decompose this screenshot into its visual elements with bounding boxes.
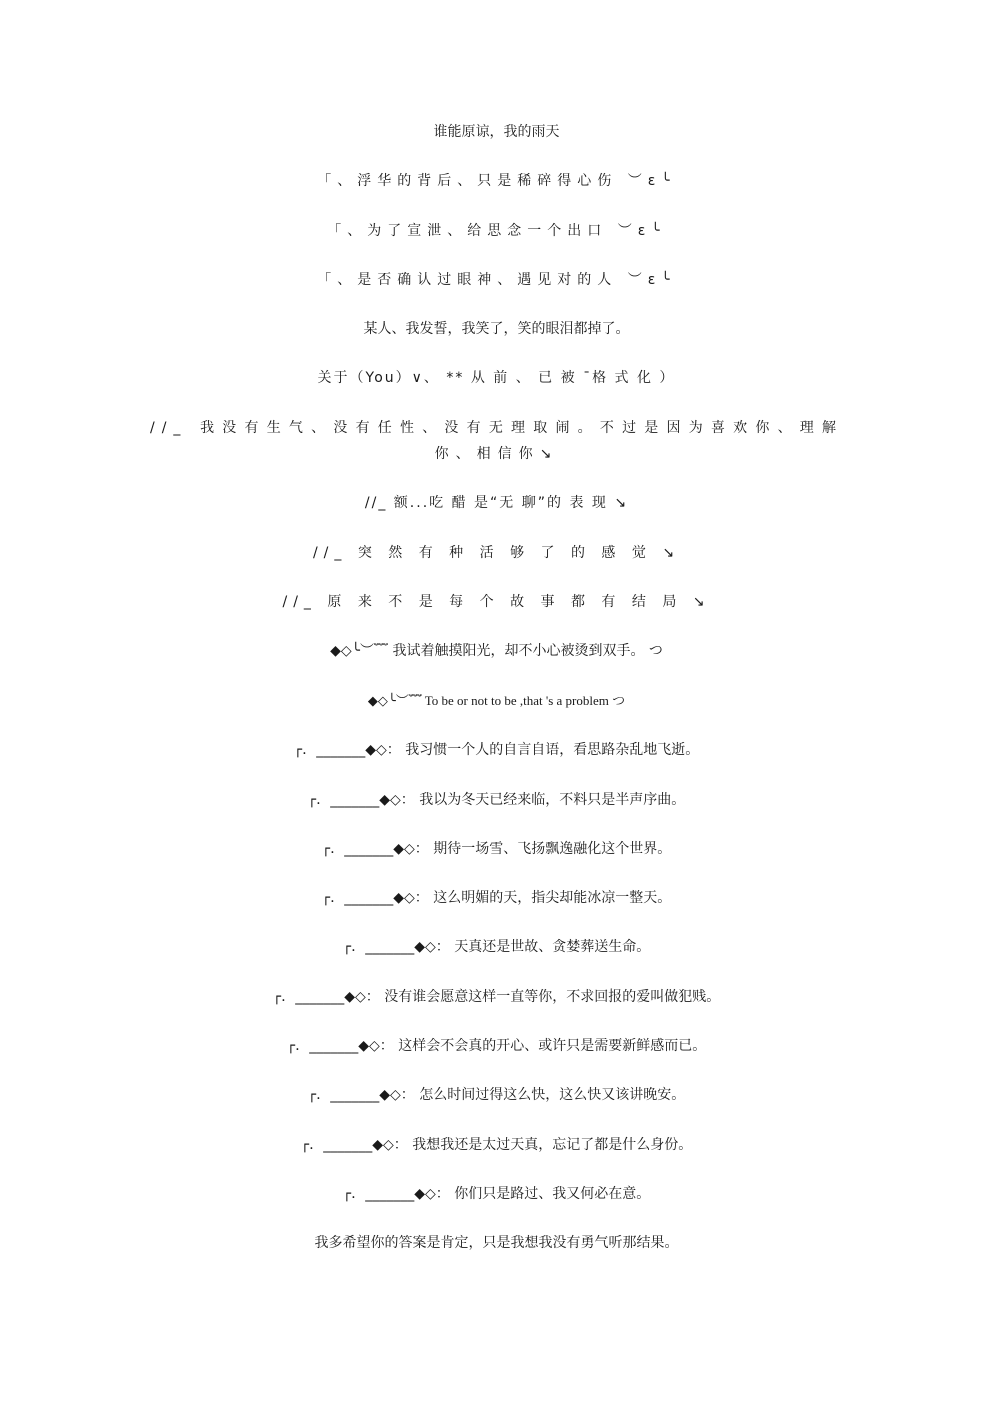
text-line: 「、为了宣泄、给思念一个出口 ︶ε╰ bbox=[327, 223, 666, 239]
text-line: ◆◇╰︶﹌ To be or not to be ,that 's a problem つ bbox=[367, 693, 626, 708]
text-line: //_ 原 来 不 是 每 个 故 事 都 有 结 局 ↘ bbox=[282, 594, 711, 610]
text-line: ┌．_______◆◇： 天真还是世故、贪婪葬送生命。 bbox=[342, 939, 651, 955]
text-paragraph: //_ 我没有生气、没有任性、没有无理取闹。不过是因为喜欢你、理解你、相信你↘ bbox=[150, 420, 843, 462]
text-line: 关于（You）∨、 ** 从 前 、 已 被 ¯格 式 化 ） bbox=[317, 370, 676, 386]
text-line: //_ 突 然 有 种 活 够 了 的 感 觉 ↘ bbox=[312, 545, 681, 561]
document-title: 谁能原谅，我的雨天 bbox=[433, 124, 560, 140]
text-line: 某人、我发誓，我笑了，笑的眼泪都掉了。 bbox=[363, 321, 630, 337]
text-line: 「、浮华的背后、只是稀碎得心伤 ︶ε╰ bbox=[317, 173, 676, 189]
text-line: ┌．_______◆◇： 怎么时间过得这么快，这么快又该讲晚安。 bbox=[307, 1087, 686, 1103]
text-line: ┌．_______◆◇： 我习惯一个人的自言自语，看思路杂乱地飞逝。 bbox=[293, 742, 700, 758]
text-line: ┌．_______◆◇： 这么明媚的天，指尖却能冰凉一整天。 bbox=[321, 890, 672, 906]
text-line: 「、是否确认过眼神、遇见对的人 ︶ε╰ bbox=[317, 272, 676, 288]
text-line: //_ 额...吃 醋 是“无 聊”的 表 现 ↘ bbox=[364, 495, 629, 511]
text-line: ┌．_______◆◇： 期待一场雪、飞扬飘逸融化这个世界。 bbox=[321, 841, 672, 857]
text-line: ◆◇╰︶﹌ 我试着触摸阳光，却不小心被烫到双手。 つ bbox=[330, 643, 663, 659]
text-line: ┌．_______◆◇： 你们只是路过、我又何必在意。 bbox=[342, 1186, 651, 1202]
text-line: 我多希望你的答案是肯定，只是我想我没有勇气听那结果。 bbox=[314, 1235, 679, 1251]
text-line: ┌．_______◆◇： 我以为冬天已经来临，不料只是半声序曲。 bbox=[307, 792, 686, 808]
text-line: ┌．_______◆◇： 我想我还是太过天真，忘记了都是什么身份。 bbox=[300, 1137, 693, 1153]
text-line: ┌．_______◆◇： 没有谁会愿意这样一直等你，不求回报的爱叫做犯贱。 bbox=[272, 989, 721, 1005]
text-line: ┌．_______◆◇： 这样会不会真的开心、或许只是需要新鲜感而已。 bbox=[286, 1038, 707, 1054]
